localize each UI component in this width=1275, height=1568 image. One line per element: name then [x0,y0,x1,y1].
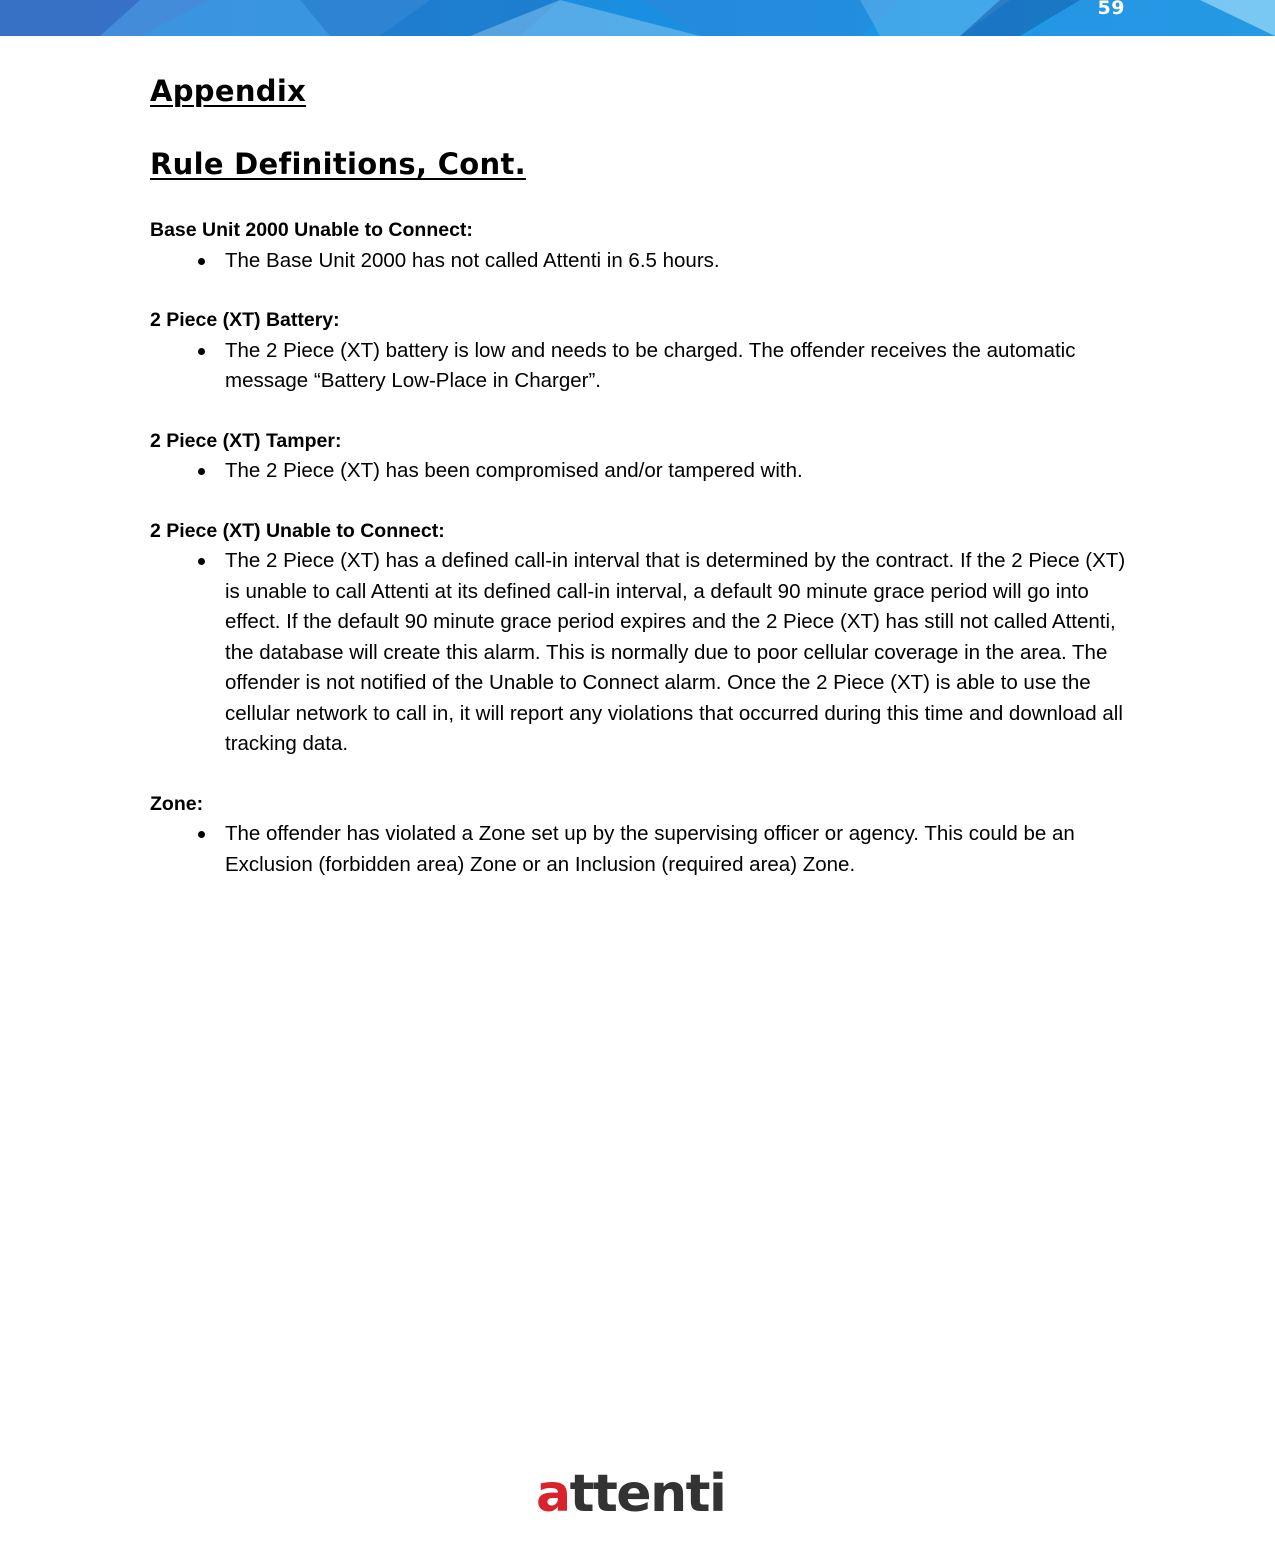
rule-title: 2 Piece (XT) Unable to Connect: [150,519,445,542]
rule-bullet: The Base Unit 2000 has not called Attenti in 6.5 hours. [150,246,1135,277]
rule-bullet: The 2 Piece (XT) has been compromised and/or tampered with. [150,456,1135,487]
rule-bullet-list [150,819,1135,880]
rule-bullet-list [150,336,1135,397]
header-banner [0,0,1275,36]
rule-definitions [150,215,1135,880]
rule-zone [150,789,1135,881]
page-number: 59 [1097,0,1125,19]
rule-bullet-list [150,246,1135,277]
rule-xt-tamper [150,426,1135,487]
rule-bullet-list [150,546,1135,760]
section-heading: Rule Definitions, Cont. [150,147,526,181]
rule-title: 2 Piece (XT) Battery: [150,309,340,331]
rule-base-unit-unable-to-connect [150,215,1135,276]
rule-bullet: The 2 Piece (XT) battery is low and needs to be charged. The offender receives the automatic message “Battery Low-Place in Charger”. [150,336,1135,397]
attenti-logo [536,1464,725,1524]
rule-xt-battery [150,305,1135,397]
logo-accent: a [536,1464,570,1524]
rule-bullet: The 2 Piece (XT) has a defined call-in interval that is determined by the contract. If the 2 Piece (XT) is unable to call Attenti at its defined call-in interval, a default 90 minute grace period will go into effect. If the default 90 minute grace period expires and the 2 Piece (XT) has still not called Attenti, the database will create this alarm. This is normally due to poor cellular coverage in the area. The offender is not notified of the Unable to Connect alarm. Once the 2 Piece (XT) is able to use the cellular network to call in, it will report any violations that occurred during this time and download all tracking data. [150,546,1135,760]
rule-bullet-list [150,456,1135,487]
rule-bullet: The offender has violated a Zone set up by the supervising officer or agency. This could be an Exclusion (forbidden area) Zone or an Inclusion (required area) Zone. [150,819,1135,880]
rule-title: Base Unit 2000 Unable to Connect: [150,219,473,241]
appendix-heading: Appendix [150,74,307,108]
rule-title: 2 Piece (XT) Tamper: [150,429,342,452]
logo-rest: ttenti [569,1464,726,1524]
rule-xt-unable-to-connect [150,516,1135,760]
document-body [150,70,1135,909]
rule-title: Zone: [150,792,204,815]
